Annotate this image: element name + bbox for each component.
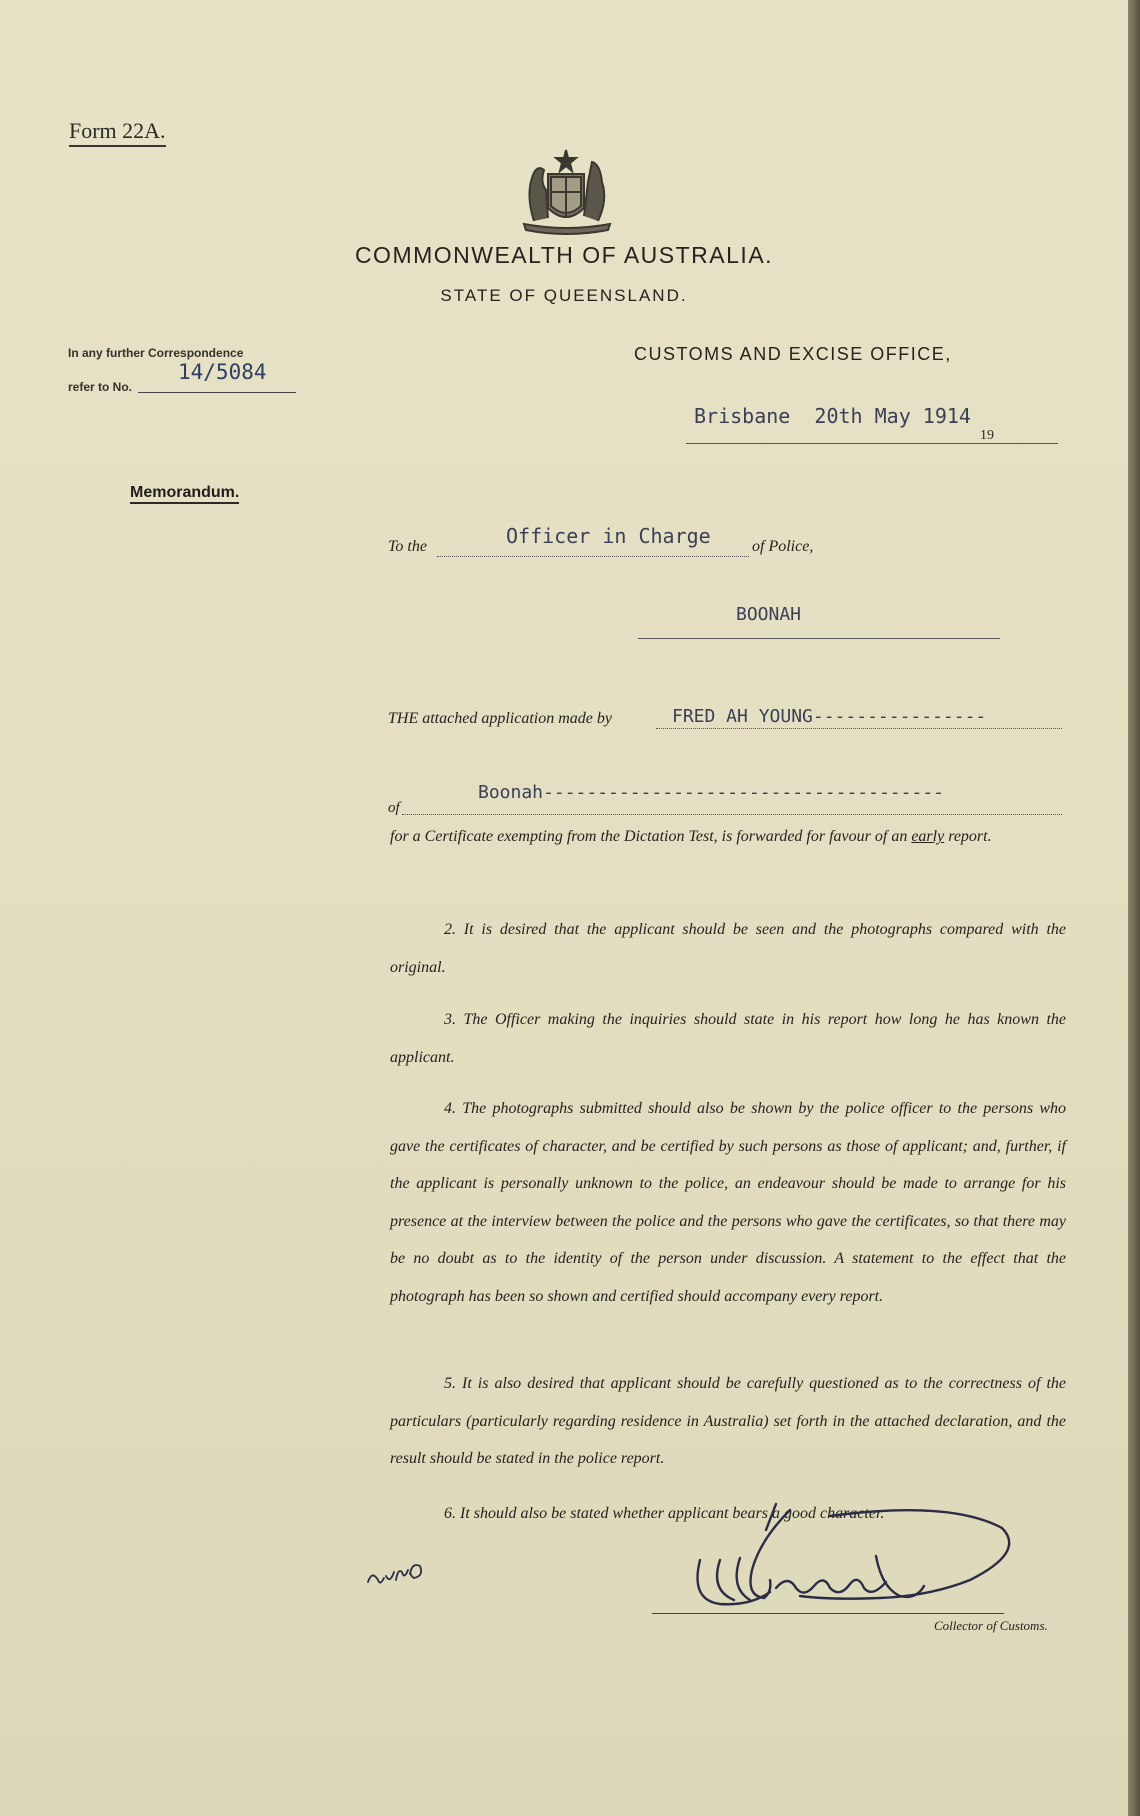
printed-year-prefix: 19 [980, 428, 994, 443]
coat-of-arms-icon [504, 146, 628, 238]
paragraph-1-text: for a Certificate exempting from the Dictation Test, is forwarded for favour of an [390, 828, 908, 845]
paragraph-1-underlined: early [911, 828, 945, 845]
form-label: Form 22A. [69, 118, 166, 147]
handwritten-initials [364, 1552, 444, 1592]
collector-signature [680, 1500, 1020, 1620]
signatory-title: Collector of Customs. [934, 1618, 1048, 1633]
paragraph-2: 2. It is desired that the applicant should be seen and the photographs compared with the original. [390, 921, 1066, 976]
applicant-name: FRED AH YOUNG---------------- [672, 706, 987, 727]
police-station-place: BOONAH [736, 604, 802, 625]
of-label: of [388, 800, 400, 816]
reference-line [138, 392, 296, 393]
page-edge [1128, 0, 1140, 1816]
date-stamp: Brisbane 20th May 1914 [694, 404, 971, 428]
signature-line [652, 1613, 1004, 1614]
paragraph-3: 3. The Officer making the inquiries should state in his report how long he has known the applicant. [390, 1011, 1066, 1066]
recipient-line [437, 556, 749, 557]
refer-label: refer to No. [68, 380, 133, 394]
date-line [686, 443, 1058, 444]
memorandum-title: Memorandum. [130, 484, 239, 504]
reference-number: 14/5084 [178, 360, 267, 384]
correspondence-label: In any further Correspondence [68, 346, 244, 360]
paragraph-1 [390, 818, 1066, 856]
residence-line [402, 814, 1062, 815]
paragraph-4: 4. The photographs submitted should also be shown by the police officer to the persons who gave the certificates of character, and be certified by such persons as those of applicant; and, further, if the applicant is personally unknown to the police, an endeavour should be made to arrange for his presence at the interview between the police and the persons who gave the certificates, so that there may be no doubt as to the identity of the person under discussion. A statement to the effect that the photograph has been so shown and certified should accompany every report. [390, 1100, 1066, 1305]
applicant-line [656, 728, 1062, 729]
to-the-label: To the [388, 538, 427, 555]
state-heading: STATE OF QUEENSLAND. [440, 286, 688, 305]
of-police-label: of Police, [752, 538, 814, 555]
office-heading: CUSTOMS AND EXCISE OFFICE, [634, 344, 952, 364]
paragraph-5: 5. It is also desired that applicant should be carefully questioned as to the correctness of the particulars (particularly regarding residence in Australia) set forth in the attached declaration, and the result should be stated in the police report. [390, 1375, 1066, 1467]
application-lead: THE attached application made by [388, 710, 612, 727]
place-line [638, 638, 1000, 639]
applicant-residence: Boonah------------------------------------- [478, 782, 944, 803]
country-heading: COMMONWEALTH OF AUSTRALIA. [354, 242, 774, 268]
paragraph-1-end: report. [944, 828, 992, 845]
recipient-name: Officer in Charge [506, 524, 711, 548]
paragraph-6: 6. It should also be stated whether applicant bears a good character. [444, 1505, 885, 1522]
